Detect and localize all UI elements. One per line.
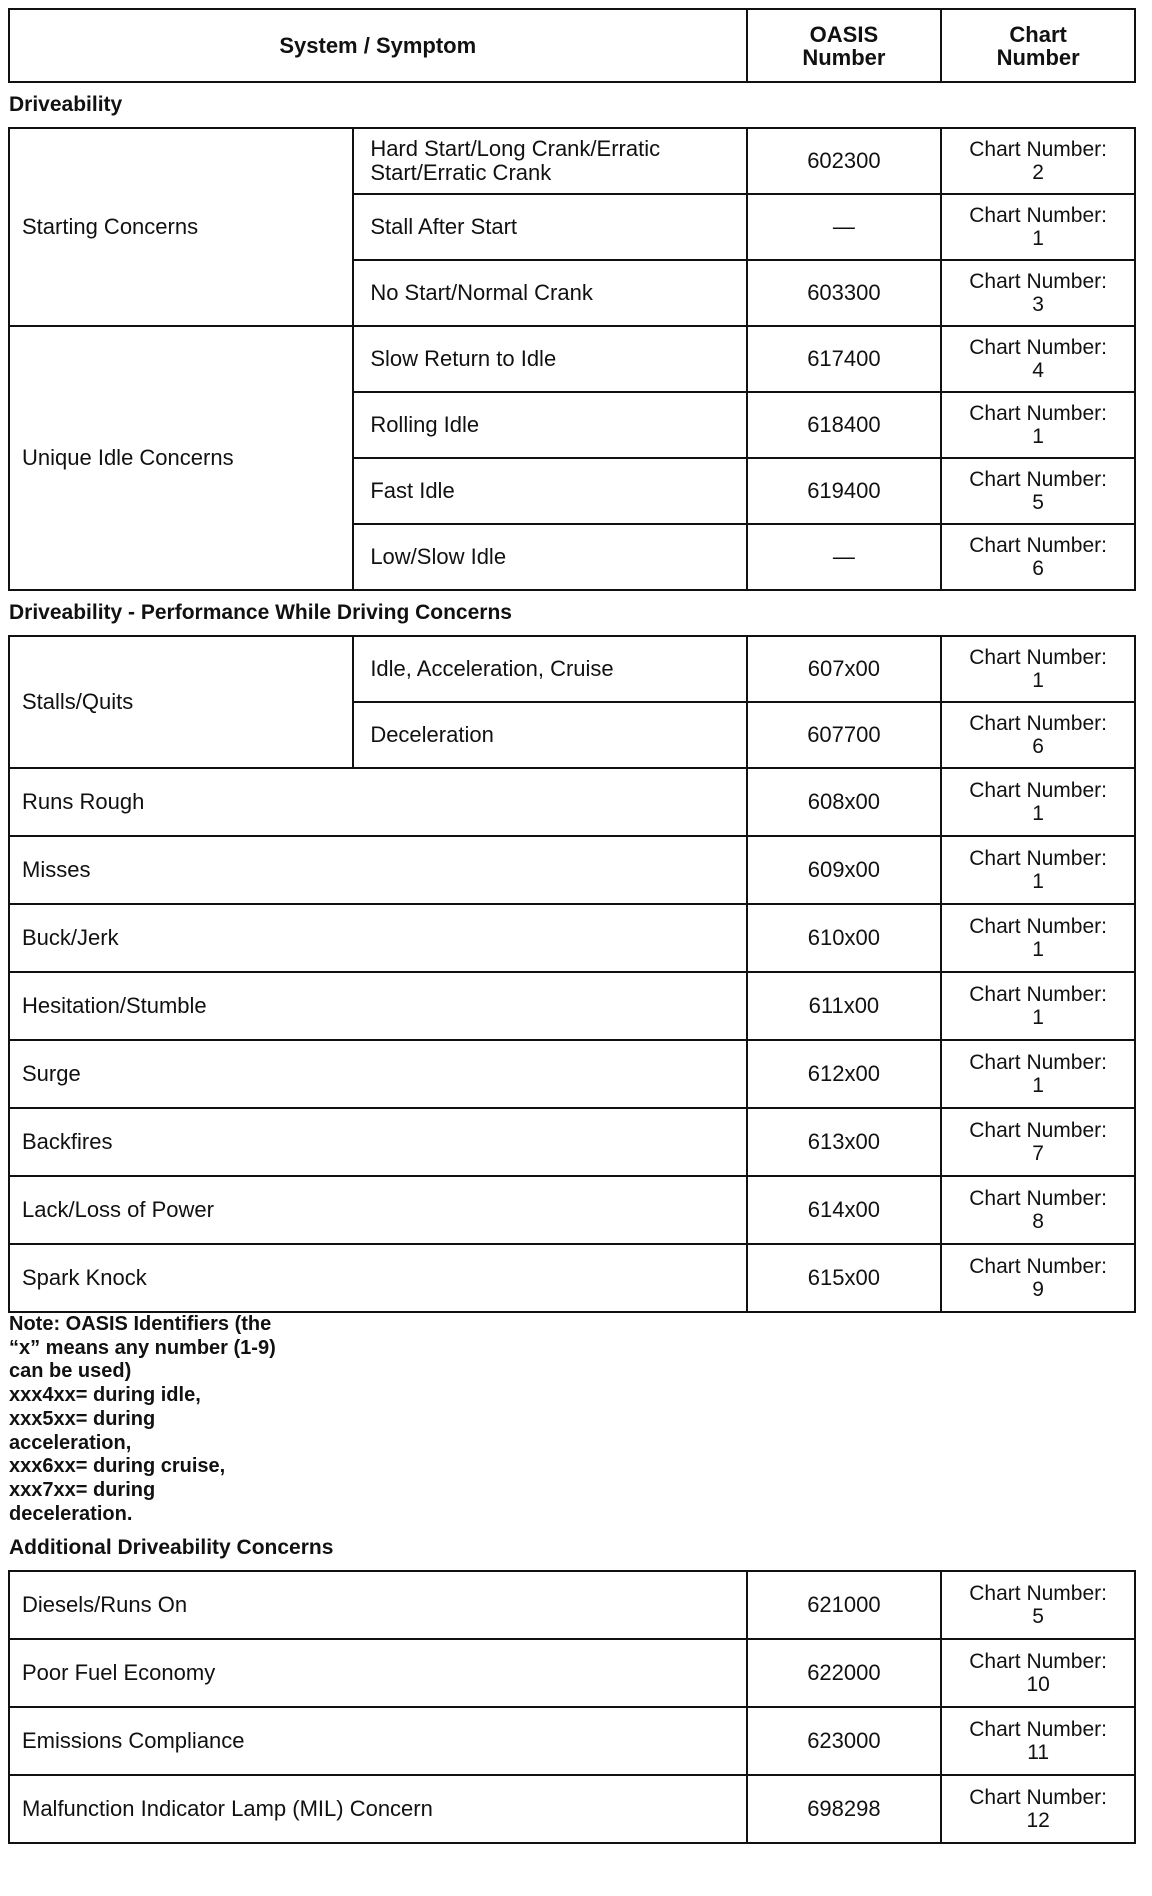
- symptom-cell: Stall After Start: [353, 194, 746, 260]
- oasis-number-cell: 623000: [747, 1707, 942, 1775]
- note-line: can be used): [9, 1360, 132, 1383]
- oasis-number-cell: 607x00: [747, 636, 942, 702]
- chart-number-value: 1: [1032, 669, 1044, 692]
- oasis-number-cell: 618400: [747, 392, 942, 458]
- chart-number-cell: [941, 1244, 1135, 1312]
- chart-number-value: 1: [1032, 938, 1044, 961]
- section-additional: [9, 1526, 1135, 1571]
- table-row: [9, 768, 1135, 836]
- oasis-number-cell: 619400: [747, 458, 942, 524]
- symptom-cell: Hard Start/Long Crank/Erratic Start/Erratic Crank: [353, 128, 746, 194]
- chart-number-label: Chart Number:: [969, 1187, 1107, 1210]
- section-performance: [9, 590, 1135, 636]
- chart-number-value: 7: [1032, 1142, 1044, 1165]
- section-driveability: [9, 82, 1135, 128]
- chart-number-cell: [941, 194, 1135, 260]
- chart-number-cell: [941, 260, 1135, 326]
- table-row: [9, 1775, 1135, 1843]
- note-line: xxx4xx= during idle,: [9, 1384, 201, 1407]
- oasis-number-cell: 611x00: [747, 972, 942, 1040]
- table-row: [9, 1639, 1135, 1707]
- oasis-number-cell: 621000: [747, 1571, 942, 1639]
- section-heading: Driveability: [9, 93, 123, 116]
- table-row: [9, 128, 1135, 194]
- chart-number-cell: [941, 972, 1135, 1040]
- chart-number-label: Chart Number:: [969, 402, 1107, 425]
- symptom-cell: Rolling Idle: [353, 392, 746, 458]
- symptom-cell: Low/Slow Idle: [353, 524, 746, 590]
- chart-number-label: Chart Number:: [969, 270, 1107, 293]
- chart-number-value: 4: [1032, 359, 1044, 382]
- chart-number-value: 8: [1032, 1210, 1044, 1233]
- oasis-number-cell: 698298: [747, 1775, 942, 1843]
- note-line: xxx5xx= during: [9, 1407, 156, 1430]
- system-cell: Stalls/Quits: [9, 636, 353, 768]
- chart-number-cell: [941, 128, 1135, 194]
- oasis-number-cell: 608x00: [747, 768, 942, 836]
- chart-number-label: Chart Number:: [969, 204, 1107, 227]
- chart-number-label: Chart Number:: [969, 534, 1107, 557]
- table-row: [9, 1707, 1135, 1775]
- system-cell: Lack/Loss of Power: [9, 1176, 747, 1244]
- chart-number-value: 6: [1032, 735, 1044, 758]
- oasis-number-cell: 609x00: [747, 836, 942, 904]
- chart-number-value: 1: [1032, 227, 1044, 250]
- chart-number-value: 5: [1032, 491, 1044, 514]
- chart-number-value: 1: [1032, 870, 1044, 893]
- oasis-number-cell: 617400: [747, 326, 942, 392]
- note-line: “x” means any number (1-9): [9, 1336, 276, 1359]
- chart-number-label: Chart Number:: [969, 712, 1107, 735]
- table-row: [9, 904, 1135, 972]
- chart-number-value: 3: [1032, 293, 1044, 316]
- header-chart-number: [941, 9, 1135, 82]
- chart-number-value: 9: [1032, 1278, 1044, 1301]
- chart-number-cell: [941, 636, 1135, 702]
- table-header: [9, 9, 1135, 82]
- oasis-number-cell: 612x00: [747, 1040, 942, 1108]
- chart-number-cell: [941, 904, 1135, 972]
- oasis-number-cell: 602300: [747, 128, 942, 194]
- table-row: [9, 836, 1135, 904]
- section-heading: Driveability - Performance While Driving Concerns: [9, 601, 512, 624]
- header-oasis-label: OASIS Number: [802, 21, 886, 70]
- chart-number-label: Chart Number:: [969, 468, 1107, 491]
- chart-number-value: 12: [1026, 1809, 1050, 1833]
- chart-number-label: Chart Number:: [969, 1786, 1107, 1810]
- symptom-cell: Deceleration: [353, 702, 746, 768]
- system-cell: Buck/Jerk: [9, 904, 747, 972]
- chart-number-cell: [941, 1775, 1135, 1843]
- symptom-cell: Slow Return to Idle: [353, 326, 746, 392]
- header-system-symptom: System / Symptom: [9, 9, 747, 82]
- chart-number-label: Chart Number:: [969, 336, 1107, 359]
- table-row: [9, 1244, 1135, 1312]
- symptom-table: [8, 8, 1136, 1844]
- note-line: xxx7xx= during: [9, 1478, 156, 1501]
- table-row: [9, 326, 1135, 392]
- chart-number-cell: [941, 326, 1135, 392]
- table-row: [9, 972, 1135, 1040]
- chart-number-label: Chart Number:: [969, 138, 1107, 161]
- system-cell: Hesitation/Stumble: [9, 972, 747, 1040]
- oasis-number-cell: —: [747, 524, 942, 590]
- oasis-number-cell: —: [747, 194, 942, 260]
- chart-number-cell: [941, 458, 1135, 524]
- table-row: [9, 1108, 1135, 1176]
- chart-number-label: Chart Number:: [969, 1650, 1107, 1674]
- system-cell: Starting Concerns: [9, 128, 353, 326]
- note-line: xxx6xx= during cruise,: [9, 1455, 226, 1478]
- chart-number-cell: [941, 1108, 1135, 1176]
- symptom-cell: No Start/Normal Crank: [353, 260, 746, 326]
- oasis-identifier-note: [9, 1312, 1135, 1526]
- system-cell: Emissions Compliance: [9, 1707, 747, 1775]
- oasis-number-cell: 607700: [747, 702, 942, 768]
- chart-number-value: 11: [1027, 1741, 1050, 1765]
- diagnostic-chart-page: [8, 8, 1136, 1844]
- oasis-number-cell: 614x00: [747, 1176, 942, 1244]
- note-line: acceleration,: [9, 1431, 132, 1454]
- chart-number-label: Chart Number:: [969, 646, 1107, 669]
- oasis-number-cell: 610x00: [747, 904, 942, 972]
- chart-number-value: 5: [1032, 1605, 1044, 1629]
- header-chart-label: Chart Number: [996, 21, 1080, 70]
- chart-number-cell: [941, 836, 1135, 904]
- chart-number-cell: [941, 1040, 1135, 1108]
- table-row: [9, 636, 1135, 702]
- chart-number-value: 1: [1032, 1074, 1044, 1097]
- chart-number-cell: [941, 702, 1135, 768]
- chart-number-label: Chart Number:: [969, 915, 1107, 938]
- section-heading: Additional Driveability Concerns: [9, 1536, 334, 1560]
- chart-number-value: 1: [1032, 425, 1044, 448]
- symptom-cell: Fast Idle: [353, 458, 746, 524]
- table-row: [9, 1571, 1135, 1639]
- system-cell: Surge: [9, 1040, 747, 1108]
- header-oasis-number: [747, 9, 942, 82]
- chart-number-label: Chart Number:: [969, 779, 1107, 802]
- system-cell: Spark Knock: [9, 1244, 747, 1312]
- chart-number-cell: [941, 1707, 1135, 1775]
- chart-number-value: 10: [1026, 1673, 1050, 1697]
- chart-number-label: Chart Number:: [969, 1718, 1107, 1742]
- system-cell: Misses: [9, 836, 747, 904]
- chart-number-value: 1: [1032, 1006, 1044, 1029]
- chart-number-label: Chart Number:: [969, 847, 1107, 870]
- chart-number-value: 6: [1032, 557, 1044, 580]
- system-cell: Malfunction Indicator Lamp (MIL) Concern: [9, 1775, 747, 1843]
- chart-number-cell: [941, 1176, 1135, 1244]
- chart-number-cell: [941, 768, 1135, 836]
- table-row: [9, 1176, 1135, 1244]
- chart-number-cell: [941, 1639, 1135, 1707]
- table-row: [9, 1040, 1135, 1108]
- system-cell: Diesels/Runs On: [9, 1571, 747, 1639]
- oasis-number-cell: 603300: [747, 260, 942, 326]
- chart-number-label: Chart Number:: [969, 1255, 1107, 1278]
- chart-number-label: Chart Number:: [969, 1051, 1107, 1074]
- chart-number-cell: [941, 392, 1135, 458]
- symptom-cell: Idle, Acceleration, Cruise: [353, 636, 746, 702]
- chart-number-label: Chart Number:: [969, 1119, 1107, 1142]
- system-cell: Poor Fuel Economy: [9, 1639, 747, 1707]
- system-cell: Backfires: [9, 1108, 747, 1176]
- chart-number-value: 1: [1032, 802, 1044, 825]
- note-row: [9, 1312, 1135, 1526]
- chart-number-cell: [941, 1571, 1135, 1639]
- chart-number-label: Chart Number:: [969, 983, 1107, 1006]
- oasis-number-cell: 622000: [747, 1639, 942, 1707]
- note-line: deceleration.: [9, 1502, 133, 1525]
- oasis-number-cell: 615x00: [747, 1244, 942, 1312]
- oasis-number-cell: 613x00: [747, 1108, 942, 1176]
- chart-number-label: Chart Number:: [969, 1582, 1107, 1606]
- system-cell: Runs Rough: [9, 768, 747, 836]
- chart-number-cell: [941, 524, 1135, 590]
- chart-number-value: 2: [1032, 161, 1044, 184]
- system-cell: Unique Idle Concerns: [9, 326, 353, 590]
- note-line: Note: OASIS Identifiers (the: [9, 1313, 272, 1335]
